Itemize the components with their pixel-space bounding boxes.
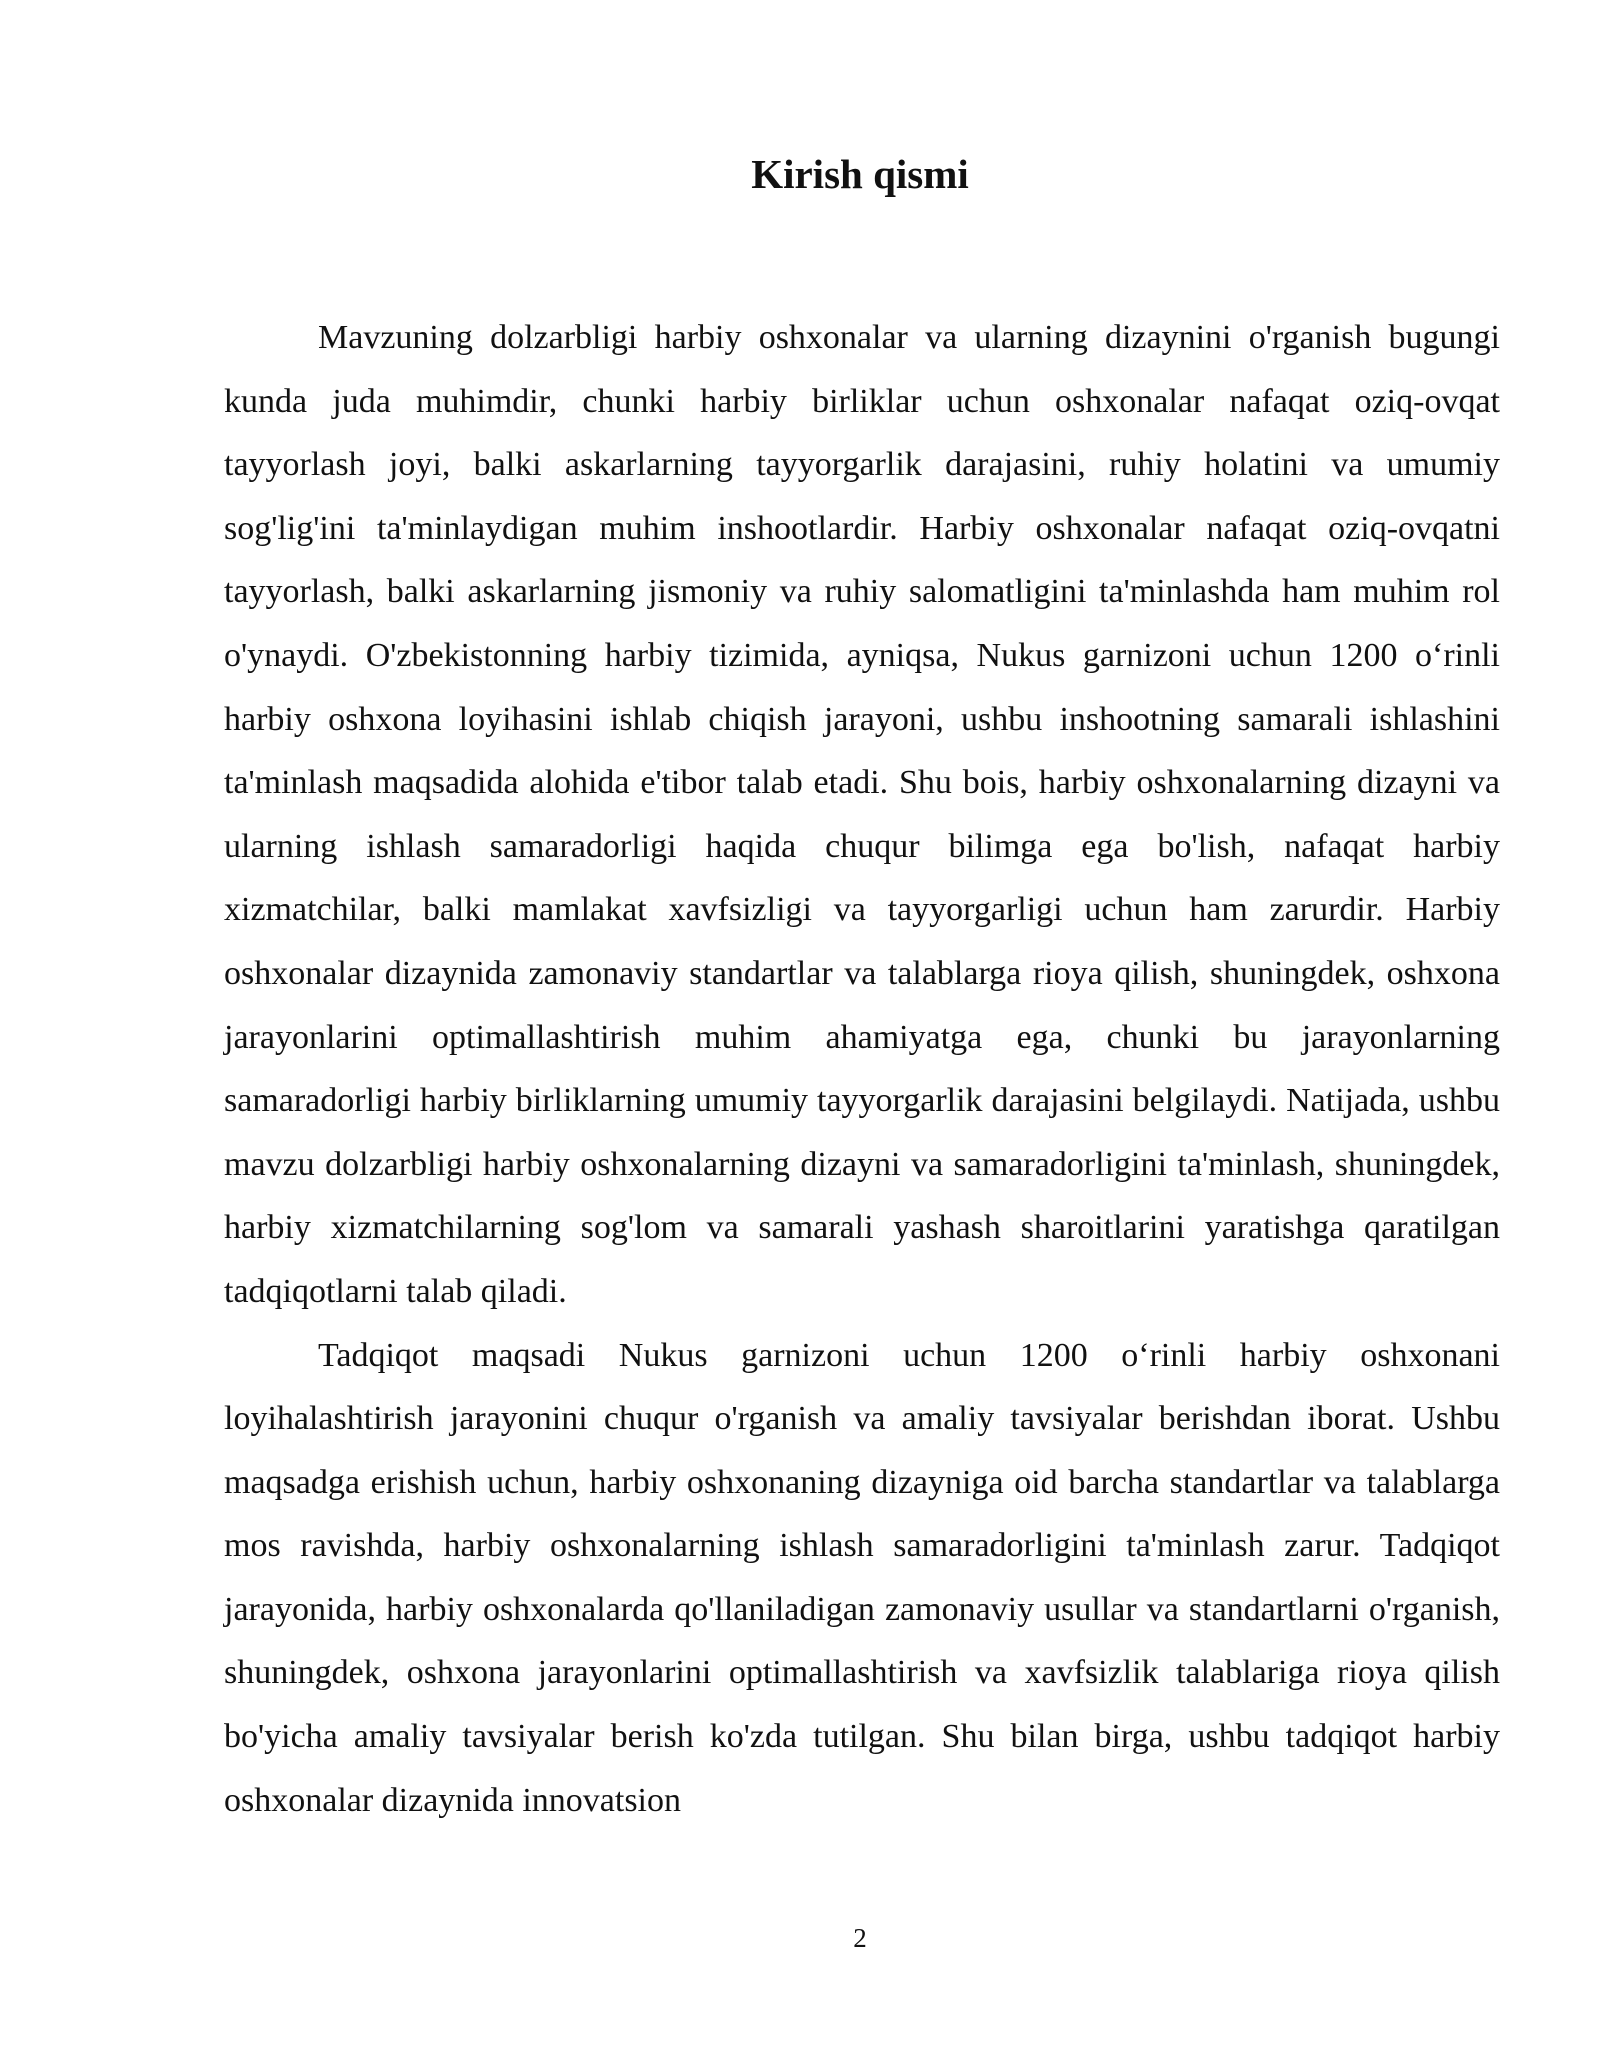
page-title: Kirish qismi [751,151,969,197]
paragraph-relevance: Mavzuning dolzarbligi harbiy oshxonalar va ularning dizaynini o'rganish bugungi kunda juda muhimdir, chunki harbiy birliklar uchun oshxonalar nafaqat oziq-ovqat tayyorlash joyi, balki askarlarning tayyorgarlik darajasini, ruhiy holatini va umumiy sog'lig'ini ta'minlaydigan muhim inshootlardir. Harbiy oshxonalar nafaqat oziq-ovqatni tayyorlash, balki askarlarning jismoniy va ruhiy salomatligini ta'minlashda ham muhim rol o'ynaydi. O'zbekistonning harbiy tizimida, ayniqsa, Nukus garnizoni uchun 1200 o‘rinli harbiy oshxona loyihasini ishlab chiqish jarayoni, ushbu inshootning samarali ishlashini ta'minlash maqsadida alohida e'tibor talab etadi. Shu bois, harbiy oshxonalarning dizayni va ularning ishlash samaradorligi haqida chuqur bilimga ega bo'lish, nafaqat harbiy xizmatchilar, balki mamlakat xavfsizligi va tayyorgarligi uchun ham zarurdir. Harbiy oshxonalar dizaynida zamonaviy standartlar va talablarga rioya qilish, shuningdek, oshxona jarayonlarini optimallashtirish muhim ahamiyatga ega, chunki bu jarayonlarning samaradorligi harbiy birliklarning umumiy tayyorgarlik darajasini belgilaydi. Natijada, ushbu mavzu dolzarbligi harbiy oshxonalarning dizayni va samaradorligini ta'minlash, shuningdek, harbiy xizmatchilarning sog'lom va samarali yashash sharoitlarini yaratishga qaratilgan tadqiqotlarni talab qiladi. [224,319,1500,1310]
paragraph-research-goal: Tadqiqot maqsadi Nukus garnizoni uchun 1200 o‘rinli harbiy oshxonani loyihalashtirish jarayonini chuqur o'rganish va amaliy tavsiyalar berishdan iborat. Ushbu maqsadga erishish uchun, harbiy oshxonaning dizayniga oid barcha standartlar va talablarga mos ravishda, harbiy oshxonalarning ishlash samaradorligini ta'minlash zarur. Tadqiqot jarayonida, harbiy oshxonalarda qo'llaniladigan zamonaviy usullar va standartlarni o'rganish, shuningdek, oshxona jarayonlarini optimallashtirish va xavfsizlik talablariga rioya qilish bo'yicha amaliy tavsiyalar berish ko'zda tutilgan. Shu bilan birga, ushbu tadqiqot harbiy oshxonalar dizaynida innovatsion [224,1336,1500,1819]
page-number: 2 [853,1923,867,1953]
document-body [224,306,1500,1832]
